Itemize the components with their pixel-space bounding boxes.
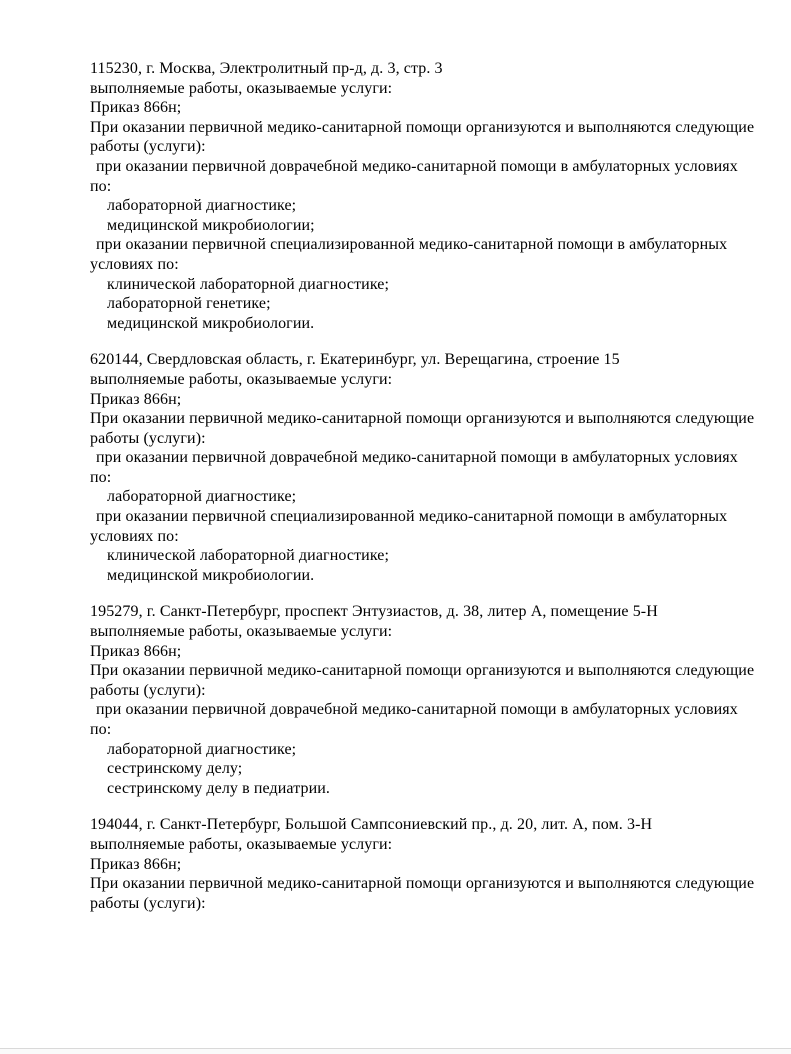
text-line: медицинской микробиологии. (107, 566, 315, 584)
text-line: лабораторной диагностике; (107, 740, 297, 758)
text-line: при оказании первичной доврачебной медико-санитарной помощи в амбулаторных условиях (96, 701, 738, 719)
text-line: работы (услуги): (90, 681, 206, 699)
text-line: работы (услуги): (90, 894, 206, 912)
text-line: сестринскому делу в педиатрии. (107, 779, 331, 797)
horizontal-scrollbar-track[interactable] (0, 1048, 791, 1054)
text-line: медицинской микробиологии; (107, 216, 315, 234)
address-line: 115230, г. Москва, Электролитный пр-д, д. 3, стр. 3 (90, 60, 443, 77)
text-line: клинической лабораторной диагностике; (107, 275, 390, 293)
address-block (90, 602, 770, 798)
text-line: условиях по: (90, 527, 179, 545)
text-line: по: (90, 721, 112, 738)
address-line: 194044, г. Санкт-Петербург, Большой Сампсониевский пр., д. 20, лит. А, пом. 3-Н (90, 816, 653, 834)
text-line: Приказ 866н; (90, 855, 182, 873)
text-line: При оказании первичной медико-санитарной помощи организуются и выполняются следующие (90, 410, 755, 428)
text-line: при оказании первичной доврачебной медико-санитарной помощи в амбулаторных условиях (96, 449, 738, 467)
address-block (90, 815, 770, 913)
text-line: по: (90, 177, 112, 195)
text-line: При оказании первичной медико-санитарной помощи организуются и выполняются следующие (90, 662, 755, 680)
text-line: по: (90, 468, 112, 486)
text-line: лабораторной диагностике; (107, 488, 297, 506)
text-line: медицинской микробиологии. (107, 314, 315, 332)
text-line: сестринскому делу; (107, 760, 243, 778)
text-line: Приказ 866н; (90, 642, 182, 660)
text-line: лабораторной генетике; (107, 295, 271, 313)
text-line: при оказании первичной специализированной медико-санитарной помощи в амбулаторных (96, 508, 728, 526)
address-line: 195279, г. Санкт-Петербург, проспект Энтузиастов, д. 38, литер А, помещение 5-Н (90, 603, 658, 621)
text-line: при оказании первичной доврачебной медико-санитарной помощи в амбулаторных условиях (96, 157, 738, 175)
address-block (90, 350, 770, 585)
text-line: выполняемые работы, оказываемые услуги: (90, 79, 393, 97)
text-line: работы (услуги): (90, 429, 206, 447)
license-addresses-section (90, 59, 770, 913)
text-line: Приказ 866н; (90, 390, 182, 408)
text-line: При оказании первичной медико-санитарной помощи организуются и выполняются следующие (90, 118, 755, 136)
text-line: выполняемые работы, оказываемые услуги: (90, 623, 393, 641)
text-line: выполняемые работы, оказываемые услуги: (90, 835, 393, 853)
text-line: выполняемые работы, оказываемые услуги: (90, 370, 393, 388)
text-line: лабораторной диагностике; (107, 197, 297, 215)
text-line: клинической лабораторной диагностике; (107, 547, 390, 565)
text-line: Приказ 866н; (90, 99, 182, 117)
text-line: при оказании первичной специализированной медико-санитарной помощи в амбулаторных (96, 236, 728, 254)
text-line: работы (услуги): (90, 138, 206, 156)
address-line: 620144, Свердловская область, г. Екатеринбург, ул. Верещагина, строение 15 (90, 351, 620, 369)
address-block (90, 59, 770, 333)
text-line: При оказании первичной медико-санитарной помощи организуются и выполняются следующие (90, 875, 755, 893)
text-line: условиях по: (90, 255, 179, 273)
